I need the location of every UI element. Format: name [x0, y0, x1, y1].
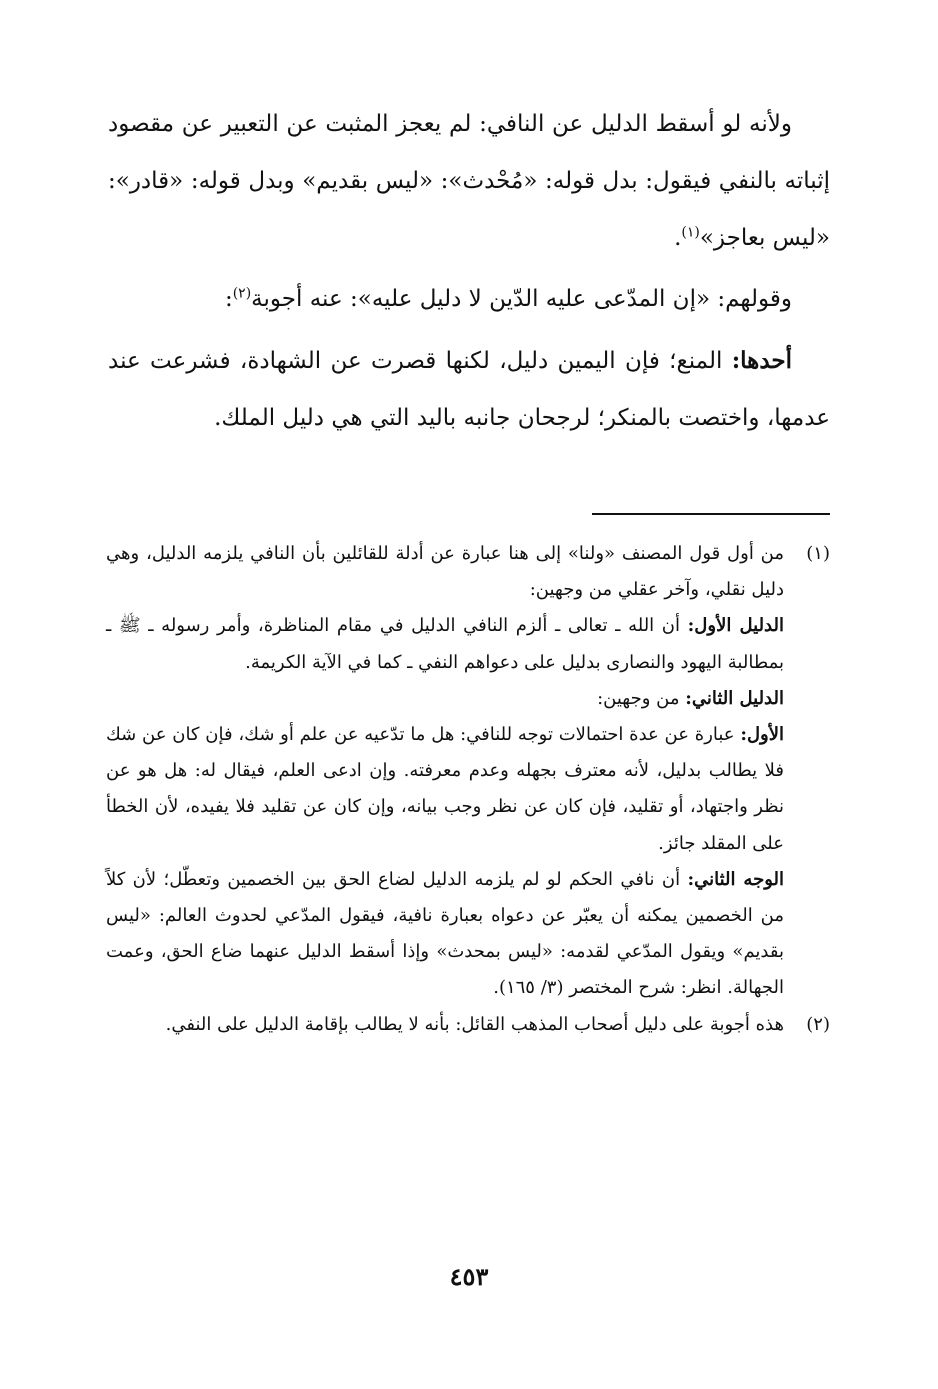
main-text [108, 96, 830, 447]
footnote-ref-2[interactable]: (٢) [232, 285, 252, 302]
footnote-2 [106, 1007, 830, 1043]
footnote-1-evidence-2: الدليل الثاني: من وجهين: [597, 687, 784, 709]
paragraph-3-lead: أحدها: [731, 347, 792, 374]
page-number: ٤٥٣ [449, 1262, 489, 1291]
footnote-1-aspect-2: الوجه الثاني: أن نافي الحكم لو لم يلزمه الدليل لضاع الحق بين الخصمين وتعطّل؛ لأن كلاً من الخصمين يمكنه أن يعبّر عن دعواه بعبارة نافية، فيقول المدّعي لحدوث العالم: «ليس بقديم» ويقول المدّعي لقدمه: «ليس بمحدث» وإذا أسقط الدليل عنهما ضاع الحق، وعمت الجهالة. انظر: شرح المختصر (٣/ ١٦٥). [106, 868, 784, 999]
footnote-1-number: (١) [806, 543, 830, 564]
footnote-2-number: (٢) [806, 1013, 830, 1035]
footnote-1-evidence-1: الدليل الأول: أن الله ـ تعالى ـ ألزم النافي الدليل في مقام المناظرة، وأمر رسوله ـ ﷺ ـ بمطالبة اليهود والنصارى بدليل على دعواهم النفي ـ كما في الآية الكريمة. [106, 615, 784, 673]
footnote-2-text: هذه أجوبة على دليل أصحاب المذهب القائل: بأنه لا يطالب بإقامة الدليل على النفي. [165, 1013, 784, 1035]
footnotes [106, 536, 830, 1043]
footnote-1-intro: من أول قول المصنف «ولنا» إلى هنا عبارة عن أدلة للقائلين بأن النافي يلزمه الدليل، وهي دليل نقلي، وآخر عقلي من وجهين: [106, 543, 784, 601]
footnote-1-aspect-1: الأول: عبارة عن عدة احتمالات توجه للنافي: هل ما تدّعيه عن علم أو شك، فإن كان عن شك فلا يطالب بدليل، لأنه معترف بجهله وعدم معرفته. وإن ادعى العلم، فيقال له: هل هو عن نظر واجتهاد، أو تقليد، فإن كان عن نظر وجب بيانه، وإن كان عن تقليد فلا يفيده، لأن الخطأ على المقلد جائز. [106, 724, 784, 854]
footnote-1 [106, 536, 830, 1007]
footnote-separator [592, 513, 830, 515]
footnote-ref-1[interactable]: (١) [681, 224, 700, 241]
paragraph-1: ولأنه لو أسقط الدليل عن النافي: لم يعجز المثبت عن التعبير عن مقصود إثباته بالنفي فيقول: بدل قوله: «مُحْدث»: «ليس بقديم» وبدل قوله: «قادر»: «ليس بعاجز»$^{(١)}$. [108, 111, 830, 251]
paragraph-3: أحدها: المنع؛ فإن اليمين دليل، لكنها قصرت عن الشهادة، فشرعت عند عدمها، واختصت بالمنكر؛ لرجحان جانبه باليد التي هي دليل الملك. [108, 347, 830, 431]
paragraph-2: وقولهم: «إن المدّعى عليه الدّين لا دليل عليه»: عنه أجوبة$^{(٢)}$: [224, 285, 792, 312]
